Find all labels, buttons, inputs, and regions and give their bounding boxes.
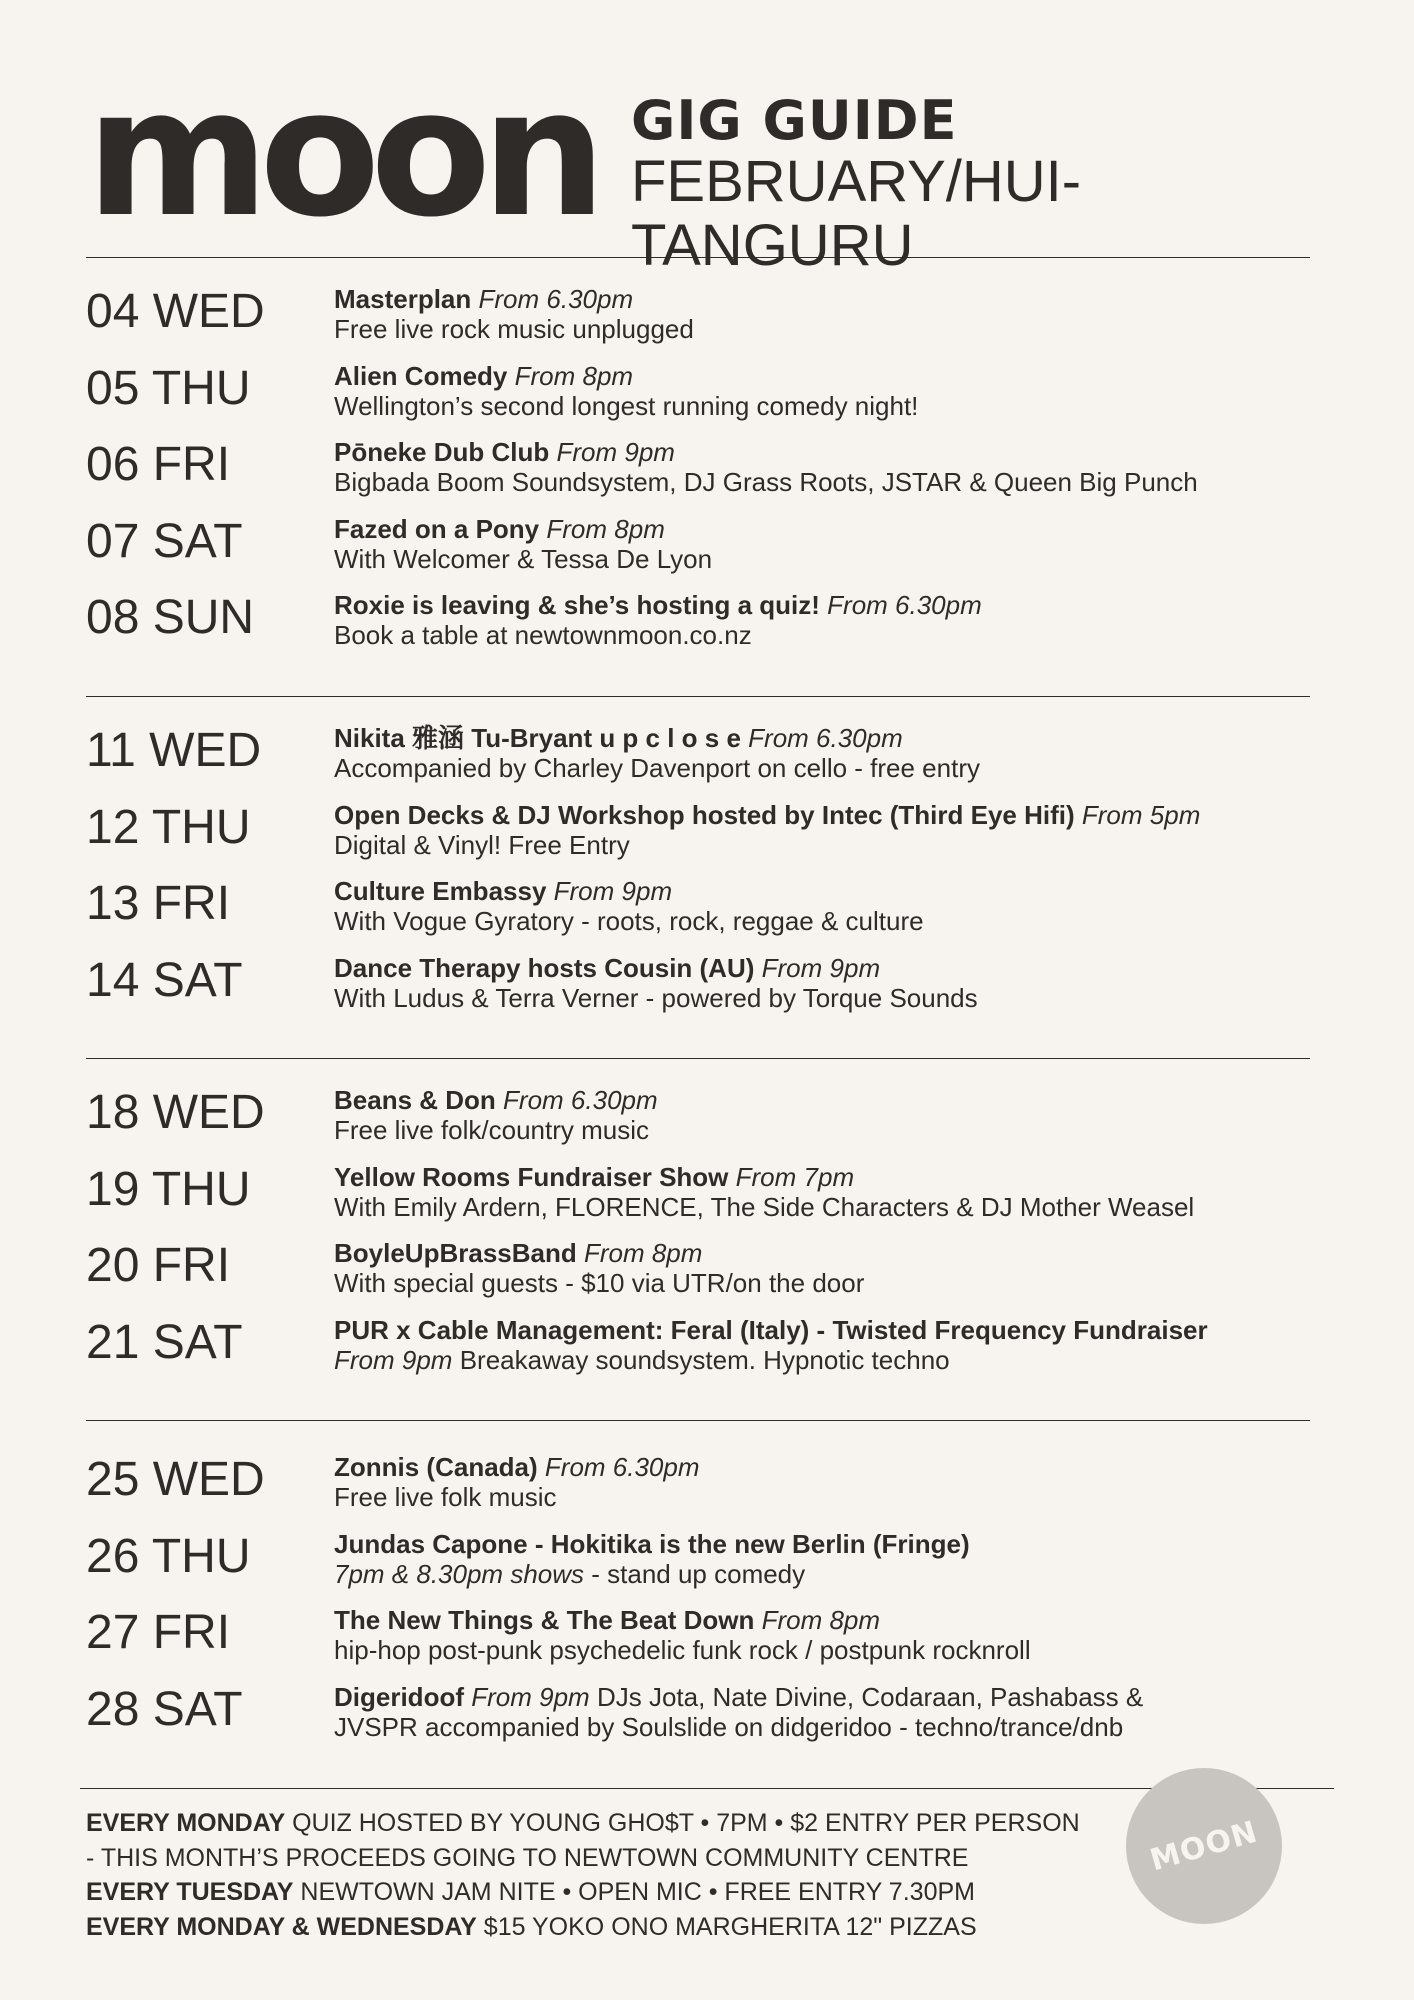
event-name: BoyleUpBrassBand (334, 1238, 577, 1268)
event-time: From 9pm (761, 952, 881, 983)
divider (80, 1788, 1334, 1789)
event-info (334, 1238, 1334, 1298)
event-time: From 6.30pm (544, 1452, 700, 1482)
event-row (86, 1595, 1346, 1672)
event-row (86, 943, 1346, 1020)
page-title: GIG GUIDE (631, 89, 958, 152)
event-description: With Ludus & Terra Verner - powered by Torque Sounds (334, 982, 978, 1013)
event-date: 12 THU (86, 800, 251, 854)
event-headline (334, 1682, 1334, 1712)
event-row (86, 866, 1346, 943)
event-headline (334, 1529, 1334, 1559)
footer-lead: EVERY TUESDAY (86, 1878, 294, 1906)
footer-line (86, 1841, 1080, 1876)
event-info (334, 1085, 1334, 1145)
event-name: The New Things & The Beat Down (334, 1605, 755, 1635)
event-date: 08 SUN (86, 591, 255, 644)
event-description: Free live rock music unplugged (334, 314, 694, 344)
event-headline (334, 876, 1334, 906)
event-time: From 9pm (556, 437, 675, 467)
event-headline (334, 1605, 1334, 1635)
event-description: With special guests - $10 via UTR/on the door (334, 1268, 865, 1298)
event-row (86, 274, 1346, 351)
event-row (86, 1152, 1346, 1229)
event-info (334, 590, 1334, 650)
event-time: From 9pm (471, 1681, 590, 1712)
event-headline (334, 284, 1334, 314)
event-date: 06 FRI (86, 438, 231, 491)
event-description: JVSPR accompanied by Soulslide on didgeridoo - techno/trance/dnb (334, 1711, 1124, 1742)
event-date: 14 SAT (86, 953, 243, 1007)
event-description: DJs Jota, Nate Divine, Codaraan, Pashabass & (596, 1681, 1144, 1712)
event-date: 27 FRI (86, 1606, 231, 1659)
event-description: Book a table at newtownmoon.co.nz (334, 620, 752, 650)
event-description-line (334, 1115, 1334, 1145)
event-description: hip-hop post-punk psychedelic funk rock / postpunk rocknroll (334, 1635, 1031, 1665)
event-date: 13 FRI (86, 877, 231, 930)
event-name: Fazed on a Pony (334, 513, 540, 544)
event-time: From 5pm (1081, 799, 1201, 830)
event-description-line (334, 1712, 1334, 1742)
event-description-line (334, 1482, 1334, 1512)
event-name: Pōneke Dub Club (334, 437, 550, 467)
event-info (334, 284, 1334, 344)
event-name: Alien Comedy (334, 360, 508, 391)
event-description: Free live folk music (334, 1482, 557, 1512)
event-headline (334, 1452, 1334, 1482)
event-headline (334, 437, 1334, 467)
footer-notes (86, 1806, 1080, 1944)
event-description-line (334, 1345, 1334, 1375)
event-name: Nikita 雅涵 Tu-Bryant u p c l o s e (334, 723, 741, 753)
event-description-line (334, 1635, 1334, 1665)
event-description-line (334, 1192, 1334, 1222)
event-info (334, 1682, 1334, 1742)
event-description-line (334, 830, 1334, 860)
event-description: Breakaway soundsystem. Hypnotic techno (459, 1344, 950, 1375)
event-name: Masterplan (334, 284, 472, 314)
event-date: 19 THU (86, 1162, 251, 1216)
event-info (334, 800, 1334, 860)
footer-text: - THIS MONTH’S PROCEEDS GOING TO NEWTOWN COMMUNITY CENTRE (86, 1843, 969, 1872)
event-date: 20 FRI (86, 1239, 231, 1292)
event-headline (334, 514, 1334, 544)
week-block-4 (86, 1442, 1346, 1748)
event-name: Dance Therapy hosts Cousin (AU) (334, 952, 755, 983)
event-info (334, 437, 1334, 497)
event-description-line (334, 1559, 1334, 1589)
event-time: From 9pm (334, 1344, 453, 1375)
event-time: From 8pm (514, 360, 634, 391)
footer-text: NEWTOWN JAM NITE • OPEN MIC • FREE ENTRY 7.30PM (293, 1878, 975, 1906)
event-info (334, 1452, 1334, 1512)
event-time: From 8pm (761, 1605, 881, 1635)
event-headline (334, 800, 1334, 830)
week-block-1 (86, 274, 1346, 657)
event-time: From 6.30pm (748, 723, 903, 753)
event-date: 11 WED (86, 724, 262, 777)
event-row (86, 504, 1346, 581)
event-date: 25 WED (86, 1453, 265, 1506)
event-info (334, 1315, 1334, 1375)
event-time: From 6.30pm (478, 284, 634, 314)
header (86, 51, 1316, 278)
footer-text: QUIZ HOSTED BY YOUNG GHO$T • 7PM • $2 ENTRY PER PERSON (285, 1809, 1080, 1837)
event-name: Open Decks & DJ Workshop hosted by Intec (Third Eye Hifi) (334, 799, 1075, 830)
event-info (334, 1162, 1334, 1222)
event-description-line (334, 753, 1334, 783)
week-block-3 (86, 1075, 1346, 1381)
page-subtitle: FEBRUARY/HUI-TANGURU (631, 149, 1082, 278)
event-name: Roxie is leaving & she’s hosting a quiz! (334, 590, 820, 620)
footer-line (86, 1875, 1080, 1910)
event-row (86, 351, 1346, 428)
event-description: With Emily Ardern, FLORENCE, The Side Characters & DJ Mother Weasel (334, 1191, 1195, 1222)
event-time: From 6.30pm (503, 1085, 658, 1115)
event-date: 26 THU (86, 1529, 251, 1583)
event-row (86, 713, 1346, 790)
event-description-line (334, 620, 1334, 650)
event-time: From 8pm (583, 1238, 703, 1268)
event-time: From 6.30pm (827, 590, 982, 620)
event-description-line (334, 983, 1334, 1013)
event-date: 28 SAT (86, 1682, 243, 1736)
event-description: Free live folk/country music (334, 1115, 649, 1145)
footer-lead: EVERY MONDAY & WEDNESDAY (86, 1912, 477, 1941)
event-row (86, 790, 1346, 867)
event-date: 05 THU (86, 361, 251, 415)
event-time: From 7pm (735, 1161, 855, 1192)
event-name: Yellow Rooms Fundraiser Show (334, 1161, 729, 1192)
event-info (334, 514, 1334, 574)
event-row (86, 1442, 1346, 1519)
event-headline (334, 1315, 1334, 1345)
divider (86, 696, 1310, 697)
divider (86, 1058, 1310, 1059)
event-info (334, 1529, 1334, 1589)
event-description-line (334, 391, 1334, 421)
event-description: With Welcomer & Tessa De Lyon (334, 543, 713, 574)
event-time: From 9pm (553, 876, 673, 906)
event-description: Bigbada Boom Soundsystem, DJ Grass Roots, JSTAR & Queen Big Punch (334, 467, 1198, 497)
event-date: 07 SAT (86, 514, 243, 568)
event-name: Beans & Don (334, 1085, 496, 1115)
event-headline (334, 953, 1334, 983)
event-info (334, 1605, 1334, 1665)
event-name: Culture Embassy (334, 876, 547, 906)
event-description-line (334, 906, 1334, 936)
event-info (334, 876, 1334, 936)
event-description-line (334, 1268, 1334, 1298)
event-name: PUR x Cable Management: Feral (Italy) - Twisted Frequency Fundraiser (334, 1314, 1208, 1345)
footer-line (86, 1910, 1080, 1945)
event-info (334, 723, 1334, 783)
event-name: Zonnis (Canada) (334, 1452, 538, 1482)
event-headline (334, 1238, 1334, 1268)
event-info (334, 361, 1334, 421)
event-date: 04 WED (86, 285, 265, 338)
event-time: From 8pm (546, 513, 665, 544)
event-description: Wellington’s second longest running comedy night! (334, 390, 919, 421)
event-name: Jundas Capone - Hokitika is the new Berlin (Fringe) (334, 1528, 970, 1559)
event-row (86, 1305, 1346, 1382)
event-row (86, 1075, 1346, 1152)
event-headline (334, 1085, 1334, 1115)
event-headline (334, 723, 1334, 753)
footer-line (86, 1806, 1080, 1841)
title-block (631, 89, 1316, 278)
footer-lead: EVERY MONDAY (86, 1809, 286, 1837)
event-date: 21 SAT (86, 1315, 243, 1369)
badge-label: MOON (1146, 1814, 1262, 1878)
event-description: Accompanied by Charley Davenport on cello - free entry (334, 753, 980, 783)
divider (86, 257, 1310, 258)
event-description-line (334, 314, 1334, 344)
event-date: 18 WED (86, 1086, 265, 1139)
event-row (86, 1519, 1346, 1596)
event-description: Digital & Vinyl! Free Entry (334, 829, 630, 860)
event-time: 7pm & 8.30pm shows (334, 1558, 585, 1589)
week-block-2 (86, 713, 1346, 1019)
event-headline (334, 590, 1334, 620)
event-headline (334, 361, 1334, 391)
event-row (86, 580, 1346, 657)
event-info (334, 953, 1334, 1013)
event-row (86, 1672, 1346, 1749)
event-name: Digeridoof (334, 1681, 464, 1712)
moon-logo: moon (86, 51, 597, 256)
event-row (86, 427, 1346, 504)
event-row (86, 1228, 1346, 1305)
moon-badge-logo (1126, 1768, 1282, 1924)
event-description: - stand up comedy (591, 1558, 806, 1589)
event-description-line (334, 544, 1334, 574)
event-description-line (334, 467, 1334, 497)
footer-text: $15 YOKO ONO MARGHERITA 12" PIZZAS (476, 1912, 977, 1941)
event-description: With Vogue Gyratory - roots, rock, reggae & culture (334, 906, 924, 936)
event-headline (334, 1162, 1334, 1192)
divider (86, 1420, 1310, 1421)
